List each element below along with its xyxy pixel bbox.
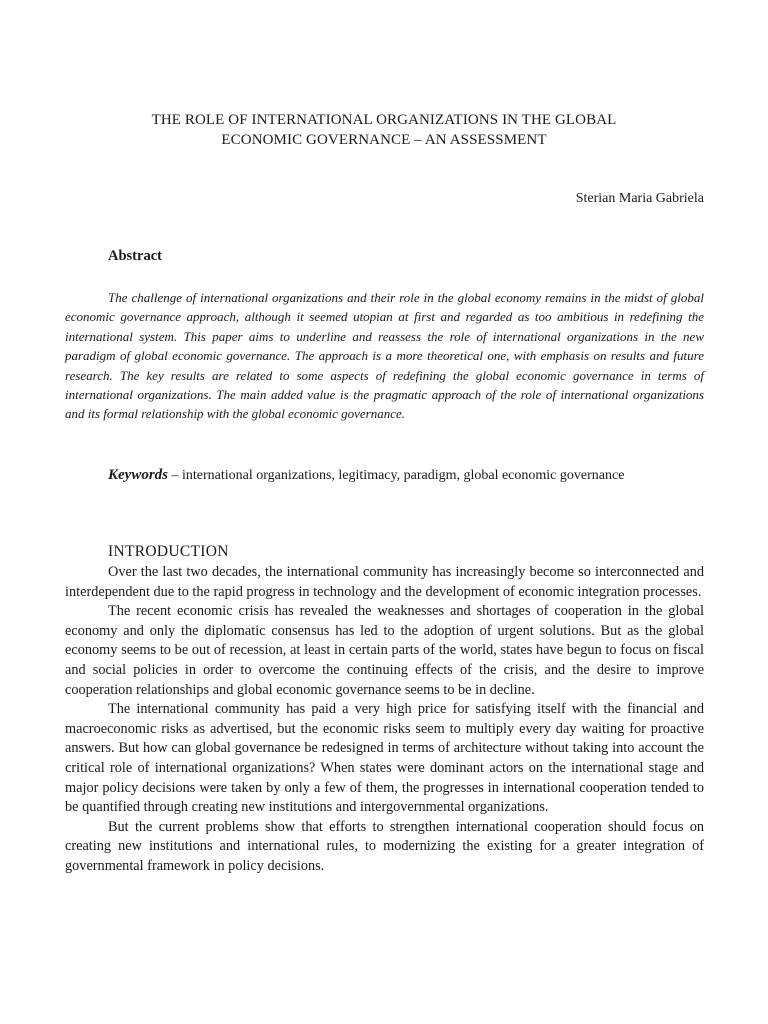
body-paragraph: Over the last two decades, the international community has increasingly become so interconnected and interdependent due to the rapid progress in technology and the development of economic integration processes. (65, 564, 704, 600)
introduction-heading: INTRODUCTION (108, 543, 229, 560)
introduction-body (65, 563, 704, 877)
paper-title-line-1: THE ROLE OF INTERNATIONAL ORGANIZATIONS IN THE GLOBAL (151, 112, 617, 128)
paper-title-line-2: ECONOMIC GOVERNANCE – AN ASSESSMENT (221, 132, 547, 148)
keywords-line (65, 465, 704, 486)
abstract-text: The challenge of international organizations and their role in the global economy remains in the midst of global economic governance approach, although it seemed utopian at first and regarded as too ambitious in redefining the international system. This paper aims to underline and reassess the role of international organizations in the new paradigm of global economic governance. The approach is a more theoretical one, with emphasis on results and future research. The key results are related to some aspects of redefining the global economic governance in terms of international organizations. The main added value is the pragmatic approach of the role of international organizations and its formal relationship with the global economic governance. (65, 290, 704, 422)
keywords-text: – international organizations, legitimacy, paradigm, global economic governance (168, 468, 625, 483)
paper-title (60, 110, 708, 150)
body-paragraph: The international community has paid a very high price for satisfying itself with the financial and macroeconomic risks as advertised, but the economic risks seem to multiply every day waiting for proactive answers. But how can global governance be redesigned in terms of architecture without taking into account the critical role of international organizations? When states were dominant actors on the international stage and major policy decisions were taken by only a few of them, the progresses in international cooperation tended to be quantified through creating new institutions and intergovernmental organizations. (65, 701, 704, 816)
body-paragraph: But the current problems show that efforts to strengthen international cooperation should focus on creating new institutions and international rules, to modernizing the existing for a greater integration of governmental framework in policy decisions. (65, 818, 704, 874)
author-name: Sterian Maria Gabriela (575, 191, 704, 206)
keywords-label: Keywords (108, 467, 168, 483)
abstract-heading: Abstract (108, 248, 162, 264)
body-paragraph: The recent economic crisis has revealed the weaknesses and shortages of cooperation in the global economy and only the diplomatic consensus has led to the adoption of urgent solutions. But as the global economy seems to be out of recession, at least in certain parts of the world, states have begun to focus on fiscal and social policies in order to overcome the continuing effects of the crisis, and the desire to improve cooperation relationships and global economic governance seems to be in decline. (65, 603, 704, 698)
